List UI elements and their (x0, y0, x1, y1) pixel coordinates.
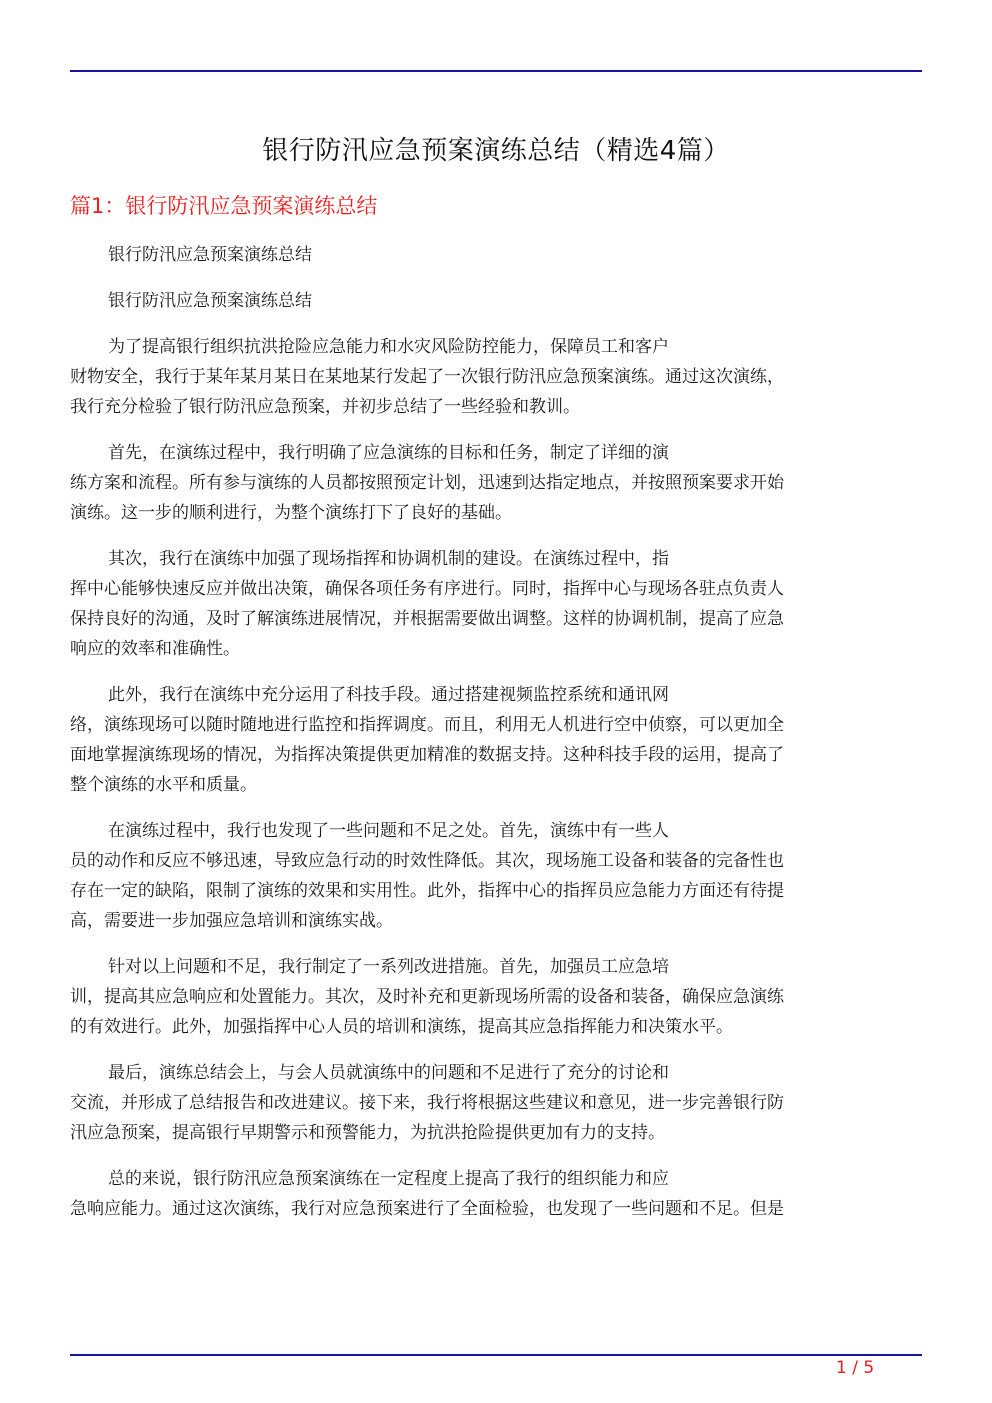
footer-rule (70, 1354, 922, 1356)
paragraph-line: 最后，演练总结会上，与会人员就演练中的问题和不足进行了充分的讨论和 (108, 1063, 669, 1083)
paragraph-line: 保持良好的沟通，及时了解演练进展情况，并根据需要做出调整。这样的协调机制，提高了应急 (70, 609, 784, 629)
paragraph-line: 在演练过程中，我行也发现了一些问题和不足之处。首先，演练中有一些人 (108, 821, 669, 841)
paragraph-line: 演练。这一步的顺利进行，为整个演练打下了良好的基础。 (70, 503, 512, 523)
paragraph-line: 面地掌握演练现场的情况，为指挥决策提供更加精准的数据支持。这种科技手段的运用，提高了 (70, 745, 784, 765)
paragraph-line: 针对以上问题和不足，我行制定了一系列改进措施。首先，加强员工应急培 (108, 957, 669, 977)
paragraph-line: 银行防汛应急预案演练总结 (108, 291, 312, 311)
paragraph-line: 为了提高银行组织抗洪抢险应急能力和水灾风险防控能力，保障员工和客户 (108, 337, 669, 357)
paragraph (70, 544, 915, 664)
page-number: 1 / 5 (836, 1358, 875, 1378)
paragraph-line: 财物安全，我行于某年某月某日在某地某行发起了一次银行防汛应急预案演练。通过这次演练， (70, 367, 784, 387)
paragraph-line: 高，需要进一步加强应急培训和演练实战。 (70, 911, 393, 931)
paragraph-line: 挥中心能够快速反应并做出决策，确保各项任务有序进行。同时，指挥中心与现场各驻点负责人 (70, 579, 784, 599)
section-heading: 篇1：银行防汛应急预案演练总结 (70, 194, 378, 218)
paragraph-line: 银行防汛应急预案演练总结 (108, 245, 312, 265)
paragraph (70, 680, 915, 800)
paragraph (70, 1058, 915, 1148)
paragraph-line: 络，演练现场可以随时随地进行监控和指挥调度。而且，利用无人机进行空中侦察，可以更加全 (70, 715, 784, 735)
paragraph-line: 急响应能力。通过这次演练，我行对应急预案进行了全面检验，也发现了一些问题和不足。但是 (70, 1199, 784, 1219)
paragraph-line: 的有效进行。此外，加强指挥中心人员的培训和演练，提高其应急指挥能力和决策水平。 (70, 1017, 733, 1037)
document-body (70, 240, 915, 1240)
paragraph-line: 此外，我行在演练中充分运用了科技手段。通过搭建视频监控系统和通讯网 (108, 685, 669, 705)
paragraph (70, 1164, 915, 1224)
paragraph-line: 我行充分检验了银行防汛应急预案，并初步总结了一些经验和教训。 (70, 397, 580, 417)
paragraph (70, 332, 915, 422)
paragraph (70, 438, 915, 528)
paragraph-line: 其次，我行在演练中加强了现场指挥和协调机制的建设。在演练过程中，指 (108, 549, 669, 569)
document-title: 银行防汛应急预案演练总结（精选4篇） (262, 136, 730, 166)
header-rule (70, 70, 922, 72)
paragraph-line: 响应的效率和准确性。 (70, 639, 240, 659)
paragraph-line: 交流，并形成了总结报告和改进建议。接下来，我行将根据这些建议和意见，进一步完善银行防 (70, 1093, 784, 1113)
paragraph-line: 整个演练的水平和质量。 (70, 775, 257, 795)
paragraph-line: 存在一定的缺陷，限制了演练的效果和实用性。此外，指挥中心的指挥员应急能力方面还有待提 (70, 881, 784, 901)
paragraph-line: 总的来说，银行防汛应急预案演练在一定程度上提高了我行的组织能力和应 (108, 1169, 669, 1189)
paragraph-line: 首先，在演练过程中，我行明确了应急演练的目标和任务，制定了详细的演 (108, 443, 669, 463)
paragraph (70, 286, 915, 316)
paragraph (70, 816, 915, 936)
paragraph (70, 240, 915, 270)
paragraph-line: 训，提高其应急响应和处置能力。其次，及时补充和更新现场所需的设备和装备，确保应急演练 (70, 987, 784, 1007)
paragraph-line: 员的动作和反应不够迅速，导致应急行动的时效性降低。其次，现场施工设备和装备的完备性也 (70, 851, 784, 871)
paragraph-line: 练方案和流程。所有参与演练的人员都按照预定计划，迅速到达指定地点，并按照预案要求开始 (70, 473, 784, 493)
paragraph-line: 汛应急预案，提高银行早期警示和预警能力，为抗洪抢险提供更加有力的支持。 (70, 1123, 665, 1143)
paragraph (70, 952, 915, 1042)
